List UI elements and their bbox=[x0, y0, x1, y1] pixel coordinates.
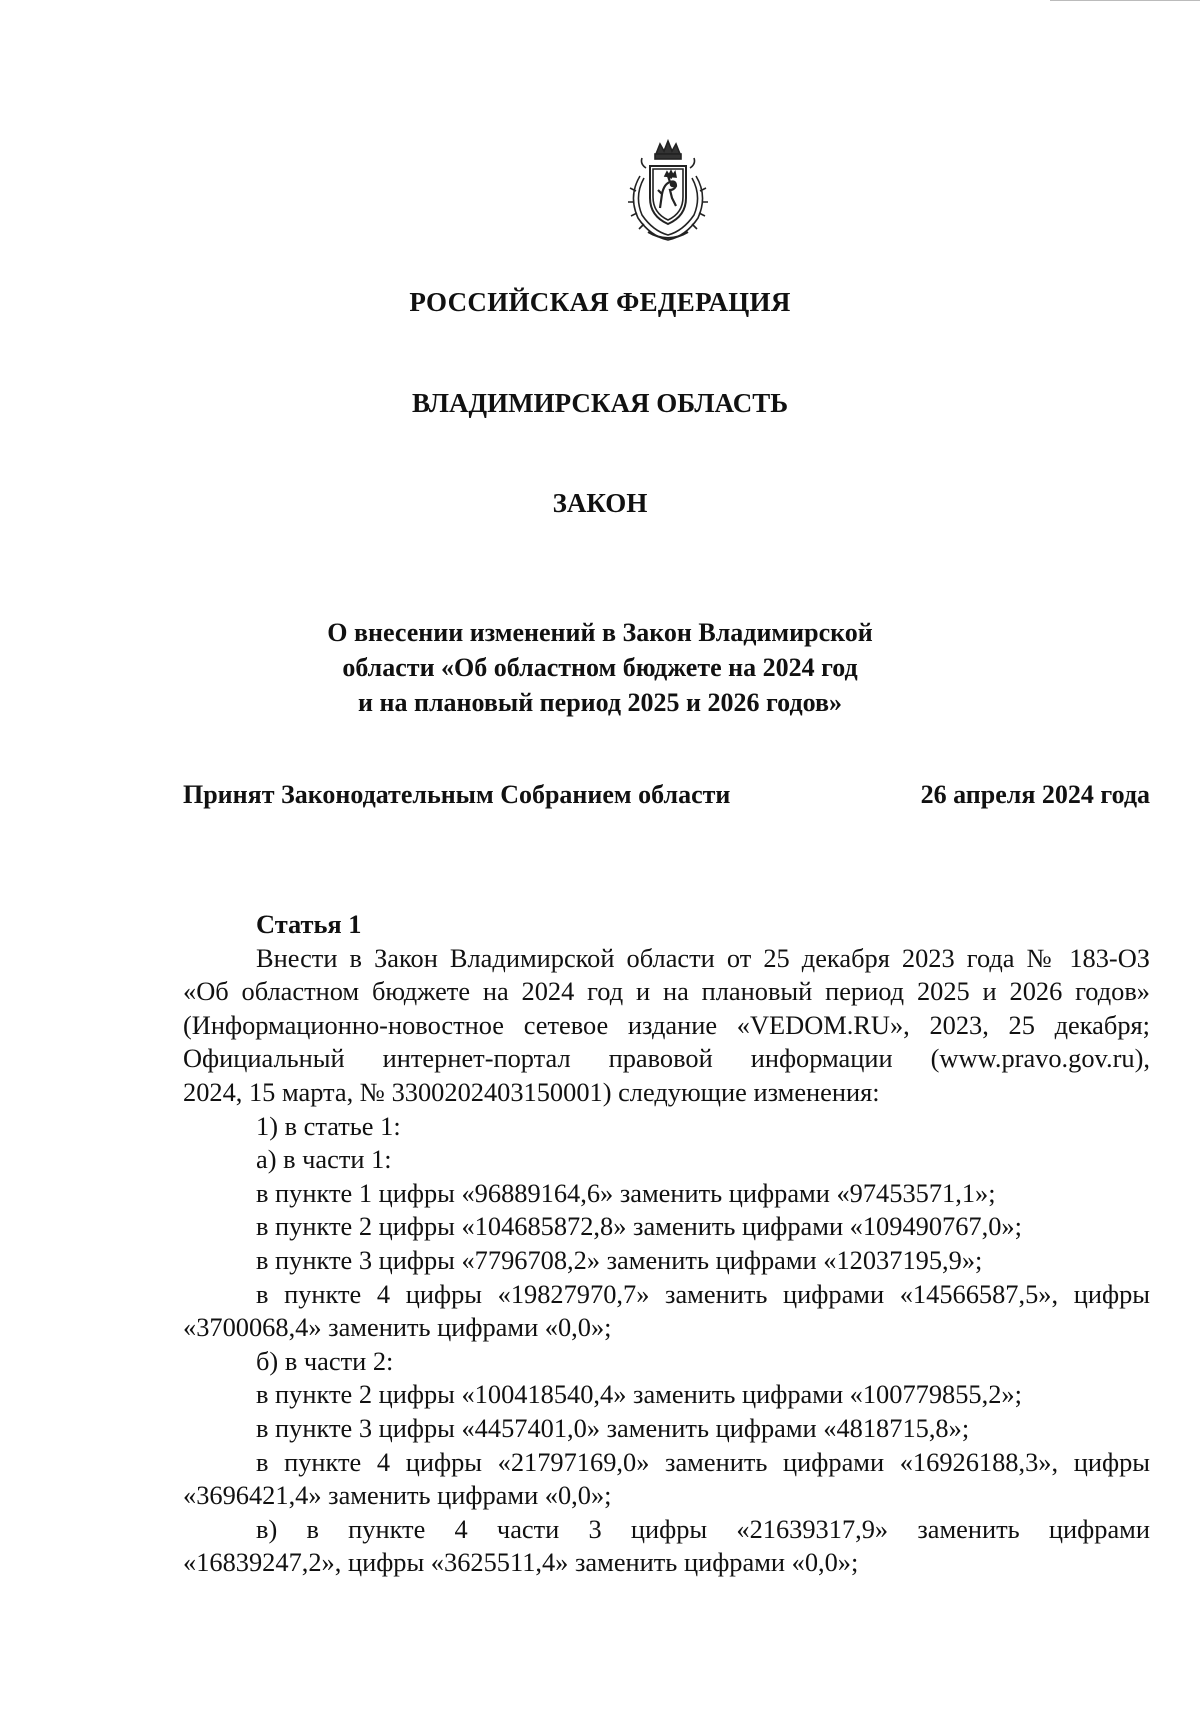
adopted-by: Принят Законодательным Собранием области bbox=[183, 780, 731, 809]
amendment-item: в пункте 1 цифры «96889164,6» заменить цифрами «97453571,1»; bbox=[256, 1177, 996, 1208]
amendment-item: «3696421,4» заменить цифрами «0,0»; bbox=[183, 1480, 612, 1511]
amendment-item: в пункте 3 цифры «7796708,2» заменить цифрами «12037195,9»; bbox=[256, 1244, 983, 1275]
adoption-line bbox=[183, 780, 1150, 810]
amendment-item: б) в части 2: bbox=[256, 1345, 394, 1376]
amendment-item: в пункте 4 цифры «19827970,7» заменить цифрами «14566587,5», цифры bbox=[256, 1278, 1150, 1309]
amendment-item: в пункте 4 цифры «21797169,0» заменить цифрами «16926188,3», цифры bbox=[256, 1446, 1150, 1477]
amendment-item: «16839247,2», цифры «3625511,4» заменить цифрами «0,0»; bbox=[183, 1547, 859, 1578]
document-type-heading: ЗАКОН bbox=[552, 488, 648, 518]
amendment-item: в пункте 3 цифры «4457401,0» заменить цифрами «4818715,8»; bbox=[256, 1412, 970, 1443]
intro-line: 2024, 15 марта, № 3300202403150001) следующие изменения: bbox=[183, 1076, 880, 1107]
intro-line: Внести в Закон Владимирской области от 25 декабря 2023 года № 183-ОЗ bbox=[256, 942, 1150, 973]
federation-heading: РОССИЙСКАЯ ФЕДЕРАЦИЯ bbox=[409, 287, 791, 317]
article-heading: Статья 1 bbox=[256, 909, 362, 939]
amendment-item: в) в пункте 4 части 3 цифры «21639317,9» заменить цифрами bbox=[256, 1513, 1150, 1544]
scan-edge-mark bbox=[1050, 0, 1200, 1]
intro-line: «Об областном бюджете на 2024 год и на плановый период 2025 и 2026 годов» bbox=[183, 976, 1150, 1007]
amendment-item: в пункте 2 цифры «100418540,4» заменить цифрами «100779855,2»; bbox=[256, 1379, 1022, 1410]
law-title bbox=[0, 615, 1200, 720]
region-heading: ВЛАДИМИРСКАЯ ОБЛАСТЬ bbox=[411, 388, 789, 418]
law-title-line: области «Об областном бюджете на 2024 год bbox=[342, 653, 858, 682]
intro-line: (Информационно-новостное сетевое издание «VEDOM.RU», 2023, 25 декабря; bbox=[183, 1009, 1150, 1040]
intro-line: Официальный интернет-портал правовой информации (www.pravo.gov.ru), bbox=[183, 1043, 1150, 1074]
amendment-item: 1) в статье 1: bbox=[256, 1110, 401, 1141]
amendment-item: в пункте 2 цифры «104685872,8» заменить цифрами «109490767,0»; bbox=[256, 1211, 1022, 1242]
law-title-line: О внесении изменений в Закон Владимирской bbox=[327, 618, 873, 647]
article-body bbox=[183, 908, 1150, 1580]
amendment-item: а) в части 1: bbox=[256, 1144, 392, 1175]
law-title-line: и на плановый период 2025 и 2026 годов» bbox=[358, 688, 842, 717]
amendment-item: «3700068,4» заменить цифрами «0,0»; bbox=[183, 1312, 612, 1343]
coat-of-arms-emblem bbox=[618, 136, 718, 246]
adoption-date: 26 апреля 2024 года bbox=[920, 780, 1150, 809]
